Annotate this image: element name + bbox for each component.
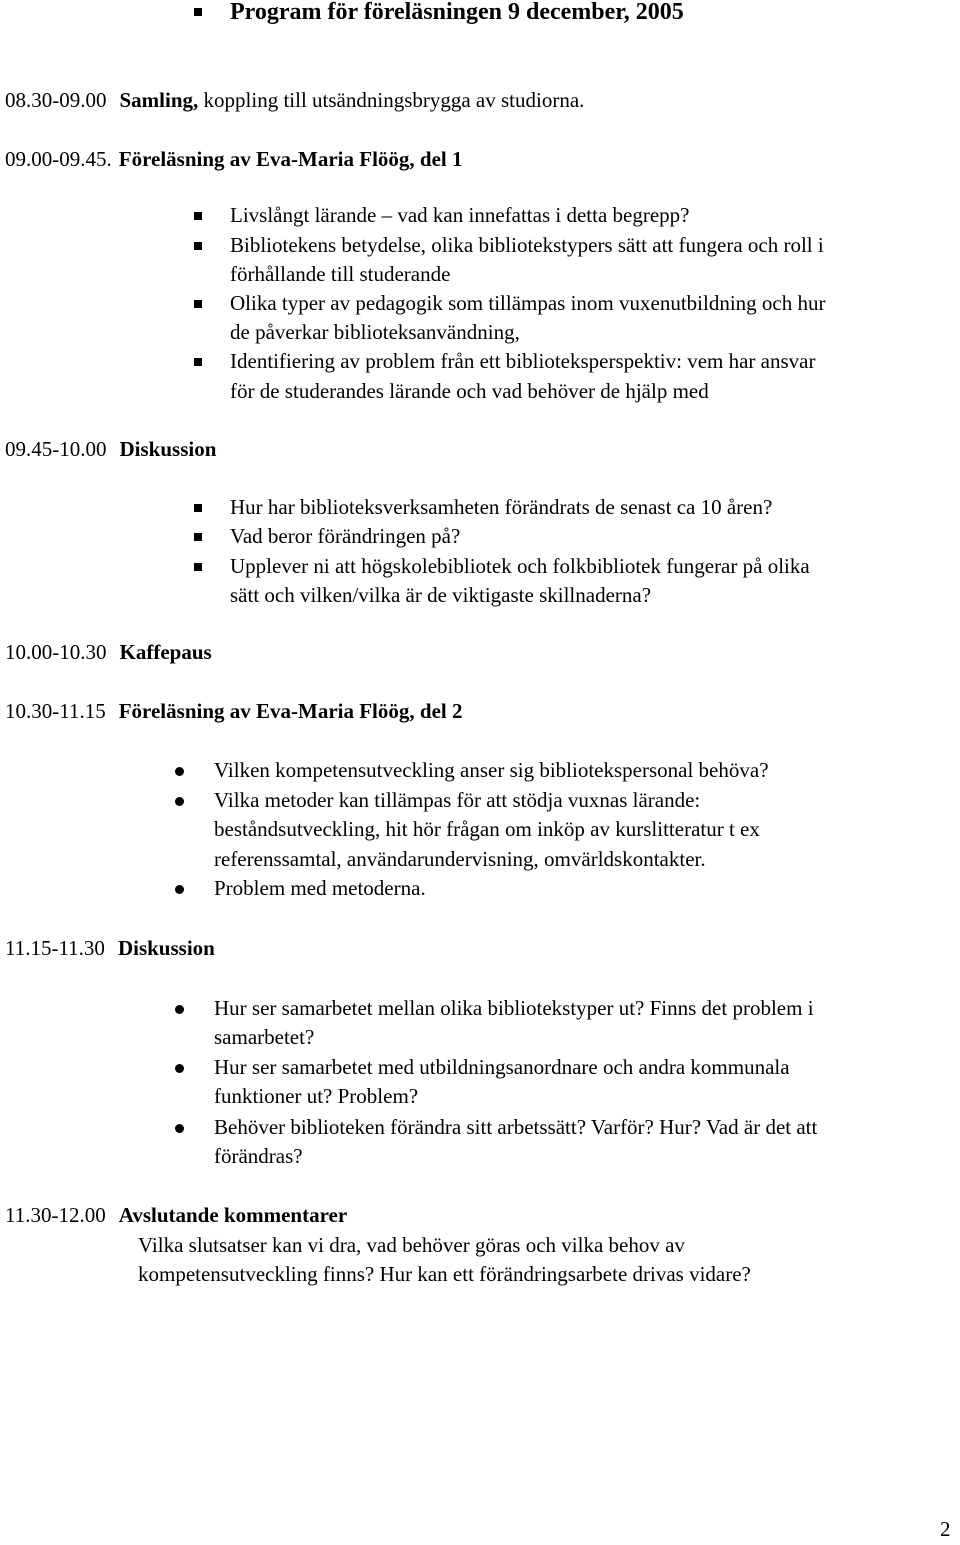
closing-text-line: Vilka slutsatser kan vi dra, vad behöver göras och vilka behov av [138, 1233, 685, 1257]
round-bullet-icon [175, 1005, 184, 1014]
list-item-continuation: sätt och vilken/vilka är de viktigaste skillnaderna? [230, 583, 652, 607]
list-item: Upplever ni att högskolebibliotek och folkbibliotek fungerar på olika [230, 554, 810, 578]
schedule-row-1 [5, 145, 463, 175]
round-bullet-icon [175, 885, 184, 894]
list-item: Vad beror förändringen på? [230, 524, 461, 548]
list-item: Vilken kompetensutveckling anser sig bibliotekspersonal behöva? [214, 758, 769, 782]
square-bullet-icon [194, 358, 202, 366]
list-item-continuation: samarbetet? [214, 1025, 315, 1049]
square-bullet-icon [194, 504, 202, 512]
round-bullet-icon [175, 797, 184, 806]
schedule-time: 08.30-09.00 [5, 88, 107, 112]
schedule-time: 09.00-09.45. [5, 147, 112, 171]
list-item-continuation: funktioner ut? Problem? [214, 1084, 419, 1108]
list-item: Hur ser samarbetet mellan olika bibliotekstyper ut? Finns det problem i [214, 996, 814, 1020]
schedule-label: Avslutande kommentarer [118, 1203, 348, 1227]
schedule-time: 10.00-10.30 [5, 640, 107, 664]
list-item: Hur ser samarbetet med utbildningsanordnare och andra kommunala [214, 1055, 790, 1079]
page-title: Program för föreläsningen 9 december, 2005 [230, 0, 684, 25]
list-item-continuation: för de studerandes lärande och vad behöver de hjälp med [230, 379, 709, 403]
schedule-time: 11.15-11.30 [5, 936, 105, 960]
schedule-time: 10.30-11.15 [5, 699, 106, 723]
list-item: Hur har biblioteksverksamheten förändrats de senast ca 10 åren? [230, 495, 773, 519]
list-item-continuation: förändras? [214, 1144, 303, 1168]
schedule-time: 11.30-12.00 [5, 1203, 106, 1227]
title-bullet-icon [194, 8, 202, 16]
schedule-label: Föreläsning av Eva-Maria Flöög, del 2 [118, 699, 463, 723]
round-bullet-icon [175, 767, 184, 776]
schedule-label: Föreläsning av Eva-Maria Flöög, del 1 [118, 147, 463, 171]
list-item-continuation: referenssamtal, användarundervisning, omvärldskontakter. [214, 847, 706, 871]
square-bullet-icon [194, 533, 202, 541]
square-bullet-icon [194, 242, 202, 250]
square-bullet-icon [194, 563, 202, 571]
schedule-label-rest: koppling till utsändningsbrygga av studiorna. [198, 88, 585, 112]
schedule-row-0 [5, 86, 584, 116]
list-item: Livslångt lärande – vad kan innefattas i detta begrepp? [230, 203, 690, 227]
list-item: Bibliotekens betydelse, olika bibliotekstypers sätt att fungera och roll i [230, 233, 824, 257]
schedule-label: Kaffepaus [119, 640, 212, 664]
schedule-label: Diskussion [119, 437, 217, 461]
schedule-time: 09.45-10.00 [5, 437, 107, 461]
list-item: Olika typer av pedagogik som tillämpas inom vuxenutbildning och hur [230, 291, 826, 315]
round-bullet-icon [175, 1064, 184, 1073]
square-bullet-icon [194, 212, 202, 220]
closing-text-line: kompetensutveckling finns? Hur kan ett förändringsarbete drivas vidare? [138, 1262, 751, 1286]
schedule-row-3 [5, 638, 212, 668]
list-item: Vilka metoder kan tillämpas för att stödja vuxnas lärande: [214, 788, 701, 812]
round-bullet-icon [175, 1124, 184, 1133]
schedule-row-5 [5, 934, 215, 964]
list-item: Behöver biblioteken förändra sitt arbetssätt? Varför? Hur? Vad är det att [214, 1115, 818, 1139]
square-bullet-icon [194, 300, 202, 308]
schedule-label: Samling, [119, 88, 199, 112]
page-number: 2 [940, 1517, 951, 1541]
list-item: Problem med metoderna. [214, 876, 426, 900]
schedule-row-2 [5, 435, 216, 465]
list-item-continuation: beståndsutveckling, hit hör frågan om inköp av kurslitteratur t ex [214, 817, 760, 841]
schedule-label: Diskussion [117, 936, 215, 960]
schedule-row-4 [5, 697, 462, 727]
schedule-row-6 [5, 1201, 347, 1231]
list-item: Identifiering av problem från ett biblioteksperspektiv: vem har ansvar [230, 349, 816, 373]
list-item-continuation: de påverkar biblioteksanvändning, [230, 320, 520, 344]
list-item-continuation: förhållande till studerande [230, 262, 451, 286]
